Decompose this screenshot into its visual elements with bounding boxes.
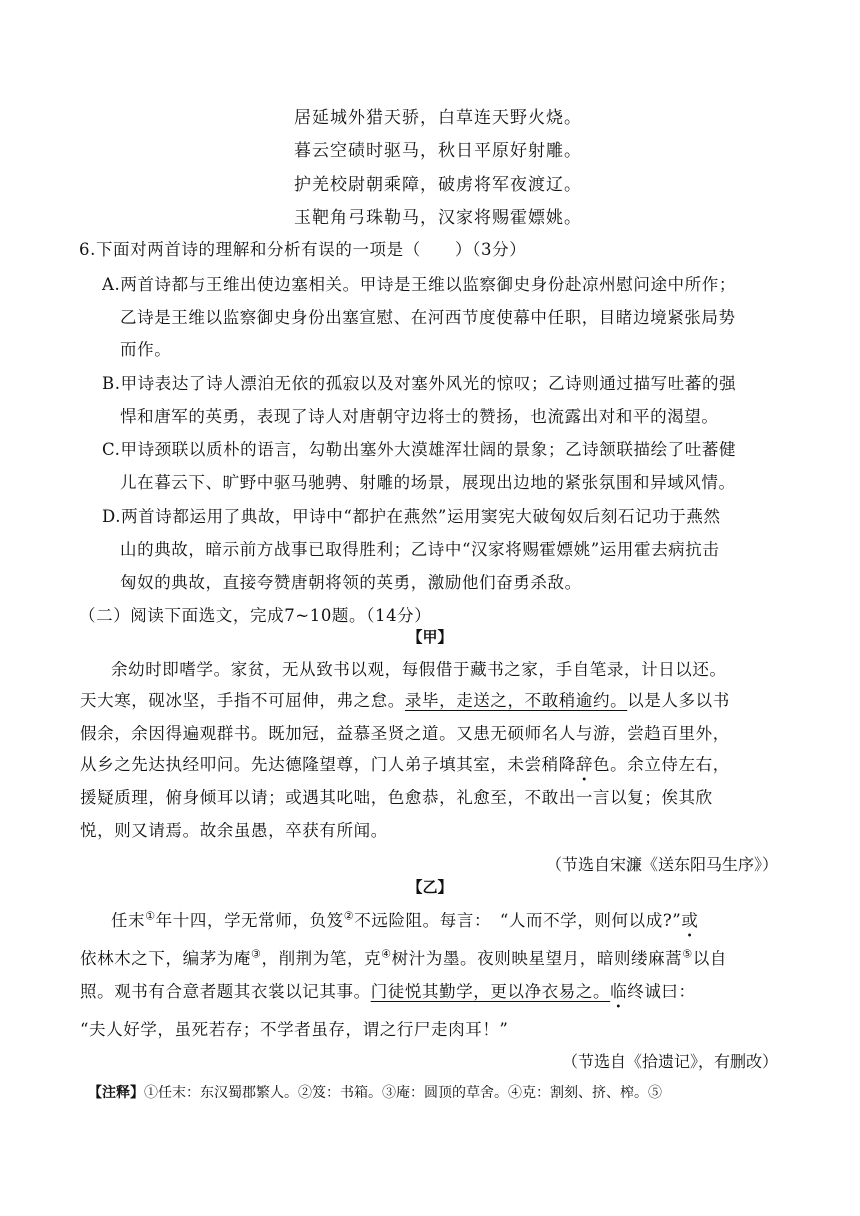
jia-source: （节选自宋濂《送东阳马生序》） <box>545 855 778 874</box>
jia-line-5: 援疑质理，俯身倾耳以请；或遇其叱咄，色愈恭，礼愈至，不敢出一言以复；俟其欣 <box>80 788 713 807</box>
yi-line-2-text-b: ，削荆为笔，克 <box>261 949 382 968</box>
yi-dotted-char-1: 或 <box>681 911 699 930</box>
yi-line-2 <box>80 945 727 969</box>
jia-dotted-char: 辞 <box>575 755 594 774</box>
poem-line-1: 居延城外猎天骄，白草连天野火烧。 <box>294 108 582 128</box>
section-2-heading: （二）阅读下面选文，完成7~10题。（14分） <box>79 606 432 625</box>
yi-line-1-text-a: 任末 <box>111 911 146 930</box>
yi-source: （节选自《拾遗记》，有删改） <box>561 1052 778 1071</box>
option-d-line-3: 匈奴的典故，直接夸赞唐朝将领的英勇，激励他们奋勇杀敌。 <box>120 573 582 592</box>
option-b-line-2: 悍和唐军的英勇，表现了诗人对唐朝守边将士的赞扬，也流露出对和平的渴望。 <box>120 407 719 426</box>
jia-line-1: 余幼时即嗜学。家贫，无从致书以观，每假借于藏书之家，手自笔录，计日以还。 <box>111 660 727 679</box>
question-6-stem: 6.下面对两首诗的理解和分析有误的一项是（ ）（3分） <box>79 240 527 259</box>
jia-line-2-text-a: 天大寒，砚冰坚，手指不可屈伸，弗之怠。 <box>80 691 405 710</box>
jia-line-3: 假余，余因得遍观群书。既加冠，益慕圣贤之道。又患无硕师名人与游，尝趋百里外， <box>80 724 730 743</box>
yi-line-3 <box>80 978 696 1002</box>
footnote-ref-2: ② <box>343 909 355 923</box>
option-d-line-2: 山的典故，暗示前方战事已取得胜利；乙诗中“汉家将赐霍嫖姚”运用霍去病抗击 <box>120 540 720 559</box>
option-b-line-1: B.甲诗表达了诗人漂泊无依的孤寂以及对塞外风光的惊叹；乙诗则通过描写吐蕃的强 <box>102 374 737 393</box>
yi-line-2-text-d: 以自 <box>692 949 728 968</box>
jia-line-6: 悦，则又请焉。故余虽愚，卒获有所闻。 <box>80 821 388 840</box>
footnote-ref-4: ④ <box>381 947 392 961</box>
yi-underlined-sentence: 门徒悦其勤学，更以净衣易之。 <box>370 982 611 1001</box>
option-d-line-1: D.两首诗都运用了典故，甲诗中“都护在燕然”运用窦宪大破匈奴后刻石记功于燕然 <box>102 507 721 526</box>
yi-line-2-text-a: 依林木之下，编茅为庵 <box>80 949 251 968</box>
passage-yi-title: 【乙】 <box>407 878 453 896</box>
jia-line-2 <box>80 687 730 711</box>
poem-line-4: 玉靶角弓珠勒马，汉家将赐霍嫖姚。 <box>294 208 582 228</box>
poem-line-2: 暮云空碛时驱马，秋日平原好射雕。 <box>294 141 582 161</box>
yi-line-1-text-b: 年十四，学无常师，负笈 <box>155 911 344 930</box>
option-a-line-3: 而作。 <box>120 340 172 359</box>
yi-dotted-char-2: 临 <box>610 982 628 1001</box>
yi-line-1-text-c: 不远险阻。每言： “人而不学，则何以成?” <box>354 911 682 930</box>
jia-line-4-text-b: 色。余立侍左右， <box>593 755 730 774</box>
yi-line-4: “夫人好学，虽死若存；不学者虽存，谓之行尸走肉耳！” <box>80 1020 509 1039</box>
jia-underlined-sentence: 录毕，走送之，不敢稍逾约。 <box>404 691 628 710</box>
jia-line-4 <box>80 751 730 775</box>
annotation-label: 【注释】 <box>88 1085 144 1101</box>
footnote-ref-3: ③ <box>251 947 262 961</box>
jia-line-2-text-b: 以是人多以书 <box>627 691 730 710</box>
footnote-ref-5: ⑤ <box>682 947 693 961</box>
option-a-line-1: A.两首诗都与王维出使边塞相关。甲诗是王维以监察御史身份赴凉州慰问途中所作； <box>102 275 736 294</box>
yi-line-3-text-b: 终诚曰： <box>627 982 696 1001</box>
yi-line-3-text-a: 照。观书有合意者题其衣裳以记其事。 <box>80 982 371 1001</box>
poem-line-3: 护羌校尉朝乘障，破虏将军夜渡辽。 <box>294 175 582 195</box>
annotation-notes <box>88 1082 662 1102</box>
option-a-line-2: 乙诗是王维以监察御史身份出塞宣慰、在河西节度使幕中任职，目睹边境紧张局势 <box>120 308 736 327</box>
annotation-text: ①任末：东汉蜀郡繁人。②笈：书箱。③庵：圆顶的草舍。④克：割刻、挤、榨。⑤ <box>144 1085 662 1101</box>
jia-line-4-text-a: 从乡之先达执经叩问。先达德隆望尊，门人弟子填其室，未尝稍降 <box>80 755 576 774</box>
yi-line-1 <box>111 907 698 931</box>
yi-line-2-text-c: 树汁为墨。夜则映星望月，暗则缕麻蒿 <box>391 949 683 968</box>
passage-jia-title: 【甲】 <box>407 628 453 646</box>
option-c-line-1: C.甲诗颈联以质朴的语言，勾勒出塞外大漠雄浑壮阔的景象；乙诗颔联描绘了吐蕃健 <box>102 440 737 459</box>
footnote-ref-1: ① <box>145 909 156 923</box>
option-c-line-2: 儿在暮云下、旷野中驱马驰骋、射雕的场景，展现出边地的紧张氛围和异域风情。 <box>120 473 736 492</box>
